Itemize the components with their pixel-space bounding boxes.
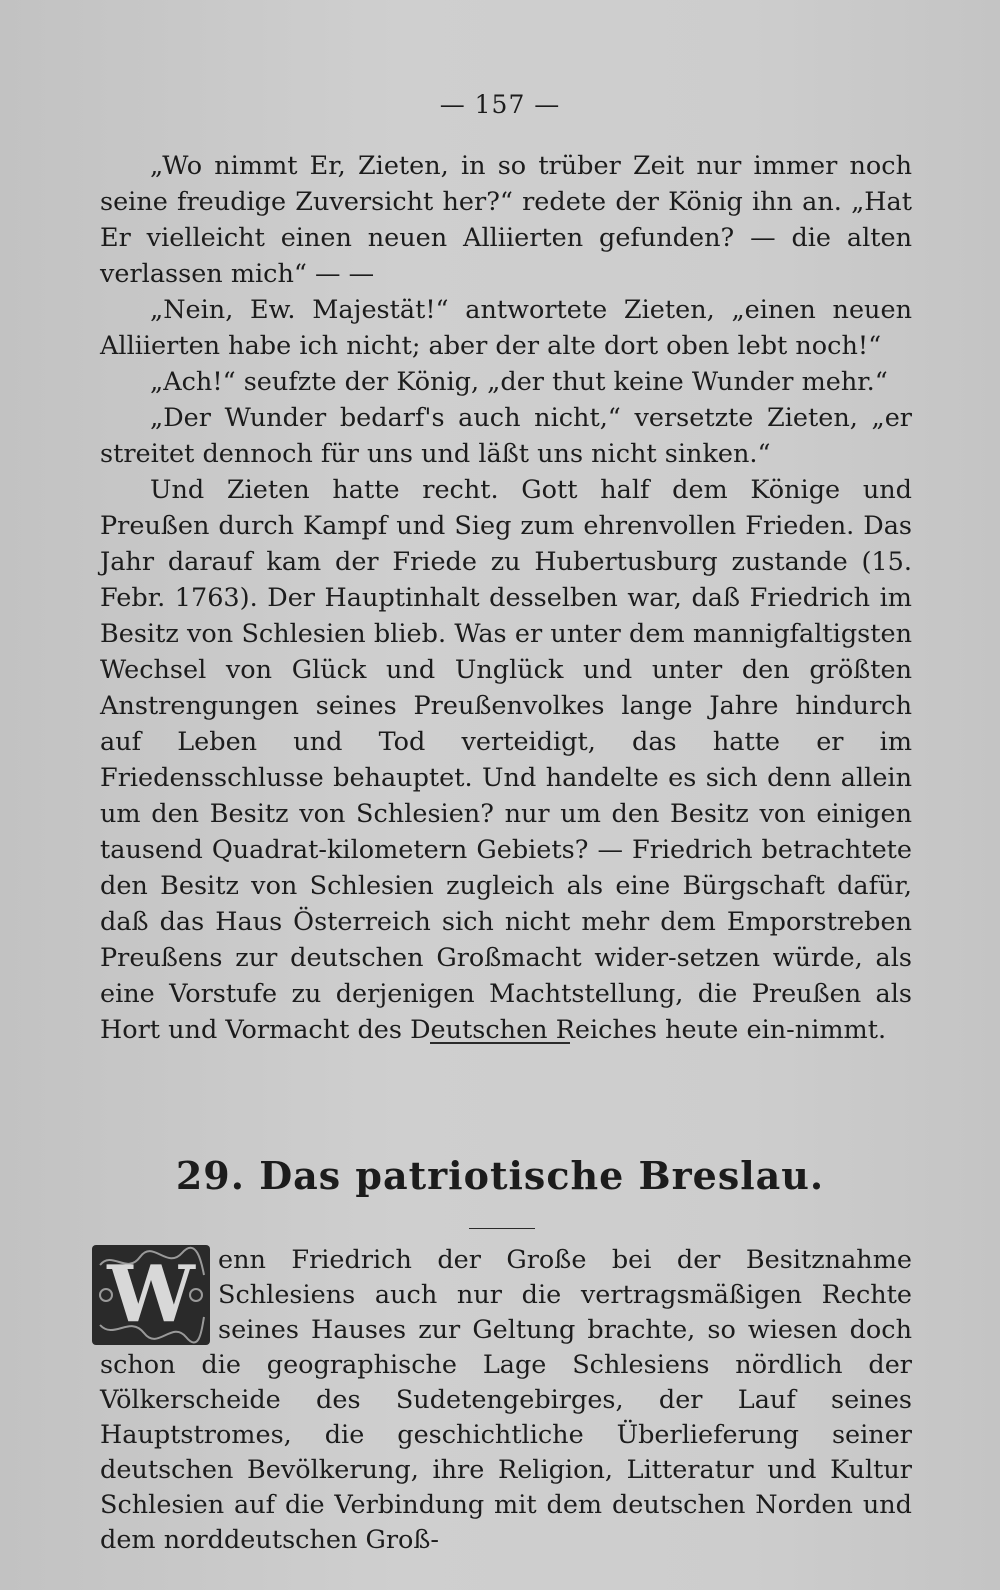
chapter-paragraph: enn Friedrich der Große bei der Besitznahme Schlesiens auch nur die vertragsmäßigen Rechte seines Hauses zur Geltung brachte, so wiesen doch schon die geographische Lage Schlesiens nördlich der Völkerscheide des Sudetengebirges, der Lauf seines Hauptstromes, die geschichtliche Überlieferung seiner deutschen Bevölkerung, ihre Religion, Litteratur und Kultur Schlesien auf die Verbindung mit dem deutschen Norden und dem norddeutschen Groß- (100, 1245, 912, 1555)
paragraph: „Ach!“ seufzte der König, „der thut keine Wunder mehr.“ (150, 367, 888, 397)
chapter-title-rule (469, 1228, 535, 1229)
page-number: — 157 — (439, 90, 561, 119)
paragraph: „Wo nimmt Er, Zieten, in so trüber Zeit nur immer noch seine freudige Zuversicht her?“ redete der König ihn an. „Hat Er vielleicht einen neuen Alliierten gefunden? — die alten verlassen mich“ — — (100, 151, 912, 289)
decorative-initial (92, 1245, 210, 1345)
section-separator (430, 1042, 570, 1044)
paragraph: Und Zieten hatte recht. Gott half dem Könige und Preußen durch Kampf und Sieg zum ehrenvollen Frieden. Das Jahr darauf kam der Friede zu Hubertusburg zustande (15. Febr. 1763). Der Hauptinhalt desselben war, daß Friedrich im Besitz von Schlesien blieb. Was er unter dem mannigfaltigsten Wechsel von Glück und Unglück und unter den größten Anstrengungen seines Preußenvolkes lange Jahre hindurch auf Leben und Tod verteidigt, das hatte er im Friedensschlusse behauptet. Und handelte es sich denn allein um den Besitz von Schlesien? nur um den Besitz von einigen tausend Quadrat-kilometern Gebiets? — Friedrich betrachtete den Besitz von Schlesien zugleich als eine Bürgschaft dafür, daß das Haus Österreich sich nicht mehr dem Emporstreben Preußens zur deutschen Großmacht wider-setzen würde, als eine Vorstufe zu derjenigen Machtstellung, die Preußen als Hort und Vormacht des Deutschen Reiches heute ein-nimmt. (100, 475, 912, 1045)
chapter-text (100, 1243, 912, 1558)
initial-letter: W (107, 1249, 195, 1340)
paragraph: „Nein, Ew. Majestät!“ antwortete Zieten, „einen neuen Alliierten habe ich nicht; aber der alte dort oben lebt noch!“ (100, 295, 912, 361)
chapter-title: 29. Das patriotische Breslau. (175, 1153, 825, 1198)
paragraph: „Der Wunder bedarf's auch nicht,“ versetzte Zieten, „er streitet dennoch für uns und läßt uns nicht sinken.“ (100, 403, 912, 469)
body-text (100, 148, 912, 1048)
